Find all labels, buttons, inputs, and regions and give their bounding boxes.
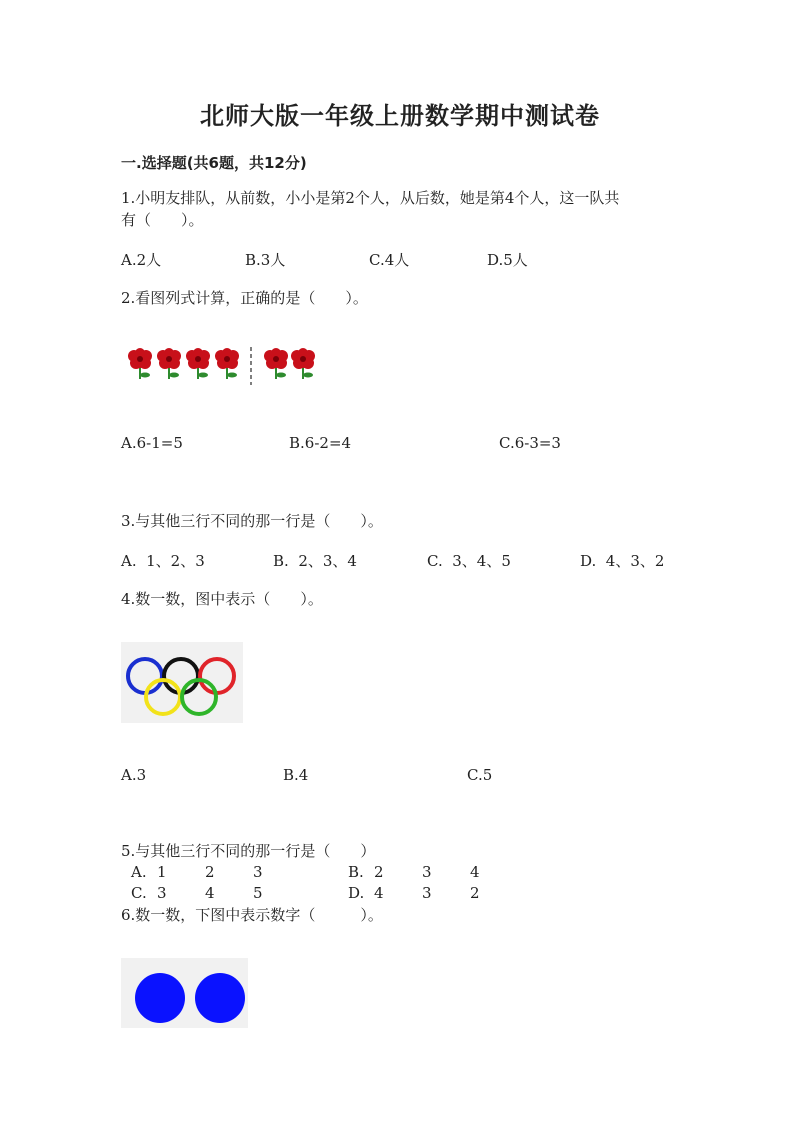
question-4-option-c: C.5 — [467, 766, 493, 784]
question-1-stem-line2: 有（ ）。 — [121, 211, 204, 229]
question-1-option-a: A.2人 — [121, 251, 162, 269]
question-2-option-a: A.6-1=5 — [121, 434, 183, 452]
flower — [215, 348, 239, 379]
olympic-rings-drawing — [121, 642, 243, 723]
question-4-option-b: B.4 — [283, 766, 309, 784]
question-5-stem: 5.与其他三行不同的那一行是（ ） — [121, 842, 376, 860]
q5-row-a-value: 2 — [205, 863, 215, 881]
blue-circle — [135, 973, 185, 1023]
flowers-drawing — [122, 343, 327, 388]
question-2-stem: 2.看图列式计算，正确的是（ ）。 — [121, 289, 368, 307]
page-title: 北师大版一年级上册数学期中测试卷 — [200, 101, 600, 130]
q5-row-d-label: D. — [348, 884, 365, 902]
question-1-option-d: D.5人 — [487, 251, 528, 269]
question-3-option-b: B. 2、3、4 — [273, 552, 357, 570]
question-2-option-b: B.6-2=4 — [289, 434, 352, 452]
flower — [291, 348, 315, 379]
question-6-stem: 6.数一数，下图中表示数字（ ）。 — [121, 906, 383, 924]
olympic-rings-image — [121, 642, 243, 723]
question-3-option-a: A. 1、2、3 — [121, 552, 205, 570]
q5-row-a-label: A. — [131, 863, 147, 881]
blue-circles-image — [121, 958, 248, 1028]
question-1-option-b: B.3人 — [245, 251, 286, 269]
question-4-stem: 4.数一数，图中表示（ ）。 — [121, 590, 323, 608]
q5-row-b-label: B. — [348, 863, 364, 881]
question-4-option-a: A.3 — [121, 766, 147, 784]
q5-row-b-value: 3 — [422, 863, 432, 881]
flowers-image — [122, 343, 327, 388]
q5-row-d-value: 4 — [374, 884, 384, 902]
q5-row-c-value: 4 — [205, 884, 215, 902]
blue-circles-drawing — [121, 958, 248, 1028]
question-1-stem-line1: 1.小明友排队，从前数，小小是第2个人，从后数，她是第4个人，这一队共 — [121, 189, 620, 207]
flower — [128, 348, 152, 379]
ring-red — [200, 659, 234, 693]
q5-row-c-value: 3 — [157, 884, 167, 902]
flower — [186, 348, 210, 379]
q5-row-a-value: 1 — [157, 863, 167, 881]
q5-row-a-value: 3 — [253, 863, 263, 881]
flower — [157, 348, 181, 379]
section-heading: 一.选择题(共6题，共12分) — [121, 154, 307, 172]
question-3-option-c: C. 3、4、5 — [427, 552, 511, 570]
ring-blue — [128, 659, 162, 693]
q5-row-b-value: 2 — [374, 863, 384, 881]
question-1-option-c: C.4人 — [369, 251, 410, 269]
flower — [264, 348, 288, 379]
ring-yellow — [146, 680, 180, 714]
q5-row-c-value: 5 — [253, 884, 263, 902]
q5-row-d-value: 3 — [422, 884, 432, 902]
question-3-stem: 3.与其他三行不同的那一行是（ ）。 — [121, 512, 383, 530]
ring-black — [164, 659, 198, 693]
q5-row-d-value: 2 — [470, 884, 480, 902]
q5-row-c-label: C. — [131, 884, 147, 902]
question-2-option-c: C.6-3=3 — [499, 434, 561, 452]
q5-row-b-value: 4 — [470, 863, 480, 881]
ring-green — [182, 680, 216, 714]
question-3-option-d: D. 4、3、2 — [580, 552, 665, 570]
blue-circle — [195, 973, 245, 1023]
